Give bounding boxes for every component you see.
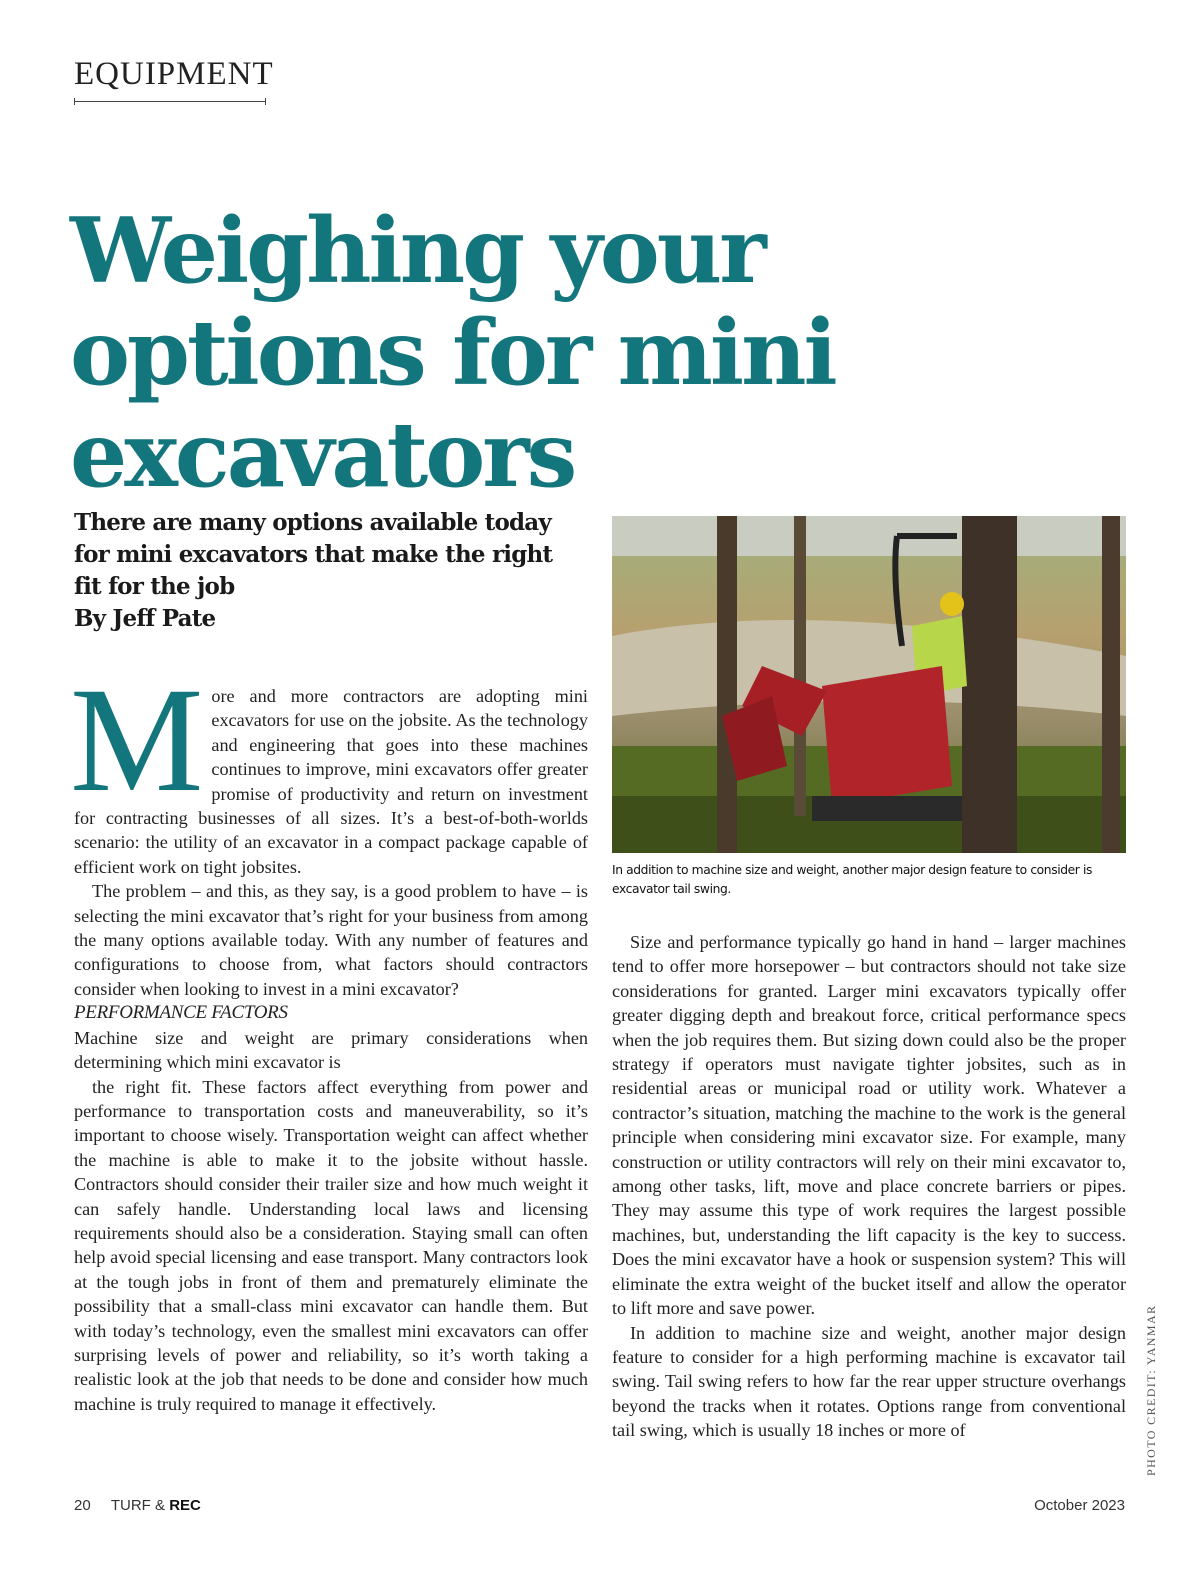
deck-line: There are many options available today [74, 509, 551, 536]
section-label: EQUIPMENT [74, 56, 274, 92]
photo-credit: PHOTO CREDIT: YANMAR [1144, 1304, 1158, 1476]
left-column [70, 657, 588, 1416]
subhead-performance: PERFORMANCE FACTORS [74, 1002, 288, 1024]
section-rule [74, 101, 266, 102]
headline: Weighing your options for mini excavators [70, 198, 835, 508]
body-paragraph: In addition to machine size and weight, another major design feature to consider for a high performing machine is excavator tail swing. Tail swing refers to how far the rear upper structure overhangs beyond the tracks when it rotates. Options range from conventional tail swing, which is usually 18 inches or more of [612, 1322, 1126, 1441]
body-paragraph: the right fit. These factors affect everything from power and performance to transportation costs and maneuverability, so it’s important to choose wisely. Transportation weight can affect whether the machine is able to make it to the jobsite without hassle. Contractors should consider their trailer size and how much weight it can safely handle. Understanding local laws and licensing requirements should also be a consideration. Staying small can often help avoid special licensing and ease transport. Many contractors look at the tough jobs in front of them and prematurely eliminate the possibility that a small-class mini excavator can handle them. But with today’s technology, even the smallest mini excavators can offer surprising levels of power and reliability, so it’s worth taking a realistic look at the job that needs to be done and consider how much machine is truly required to manage it effectively. [74, 1076, 588, 1414]
photo-caption: In addition to machine size and weight, another major design feature to consider is excavator tail swing. [612, 863, 1092, 896]
excavator-photo [612, 516, 1126, 853]
publication-prefix: TURF & [110, 1497, 166, 1514]
publication-name [111, 1497, 201, 1514]
intro-paragraph [70, 657, 588, 879]
body-paragraph: Size and performance typically go hand in hand – larger machines tend to offer more horsepower – but contractors should not take size considerations for granted. Larger mini excavators typically offer greater digging depth and breakout force, critical performance specs when the job requires them. But sizing down could also be the proper strategy if operators must navigate tighter jobsites, such as in residential areas or municipal road or utility work. Whatever a contractor’s situation, matching the machine to the work is the general principle when considering mini excavator size. For example, many construction or utility contractors will rely on their mini excavator to, among other tasks, lift, move and place concrete barriers or pipes. They may assume this type of work requires the largest possible machines, but, understanding the lift capacity is the key to success. Does the mini excavator have a hook or suspension system? This will eliminate the extra weight of the bucket itself and allow the operator to lift more and save power. [612, 932, 1126, 1319]
intro-text: ore and more contractors are adopting mini excavators for use on the jobsite. As the technology and engineering that goes into these machines continues to improve, mini excavators offer greater promise of productivity and return on investment for contracting businesses of all sizes. It’s a best-of-both-worlds scenario: the utility of an excavator in a compact package capable of efficient work on tight jobsites. [74, 686, 588, 877]
excavator-photo-illustration [612, 516, 1126, 853]
byline: By Jeff Pate [74, 605, 216, 632]
page-number: 20 [74, 1497, 91, 1514]
deck-line: fit for the job [74, 573, 235, 600]
publication-bold: REC [169, 1497, 201, 1514]
body-paragraph: The problem – and this, as they say, is a good problem to have – is selecting the mini excavator that’s right for your business from among the many options available today. With any number of features and configurations to choose from, what factors should contractors consider when looking to invest in a mini excavator? [74, 881, 588, 999]
drop-cap: M [70, 657, 204, 823]
deck-line: for mini excavators that make the right [74, 541, 553, 568]
right-column [612, 930, 1126, 1443]
issue-date: October 2023 [1034, 1497, 1125, 1514]
footer-left [74, 1497, 201, 1514]
body-paragraph: Machine size and weight are primary considerations when determining which mini excavator is [74, 1027, 588, 1073]
deck [74, 507, 604, 635]
